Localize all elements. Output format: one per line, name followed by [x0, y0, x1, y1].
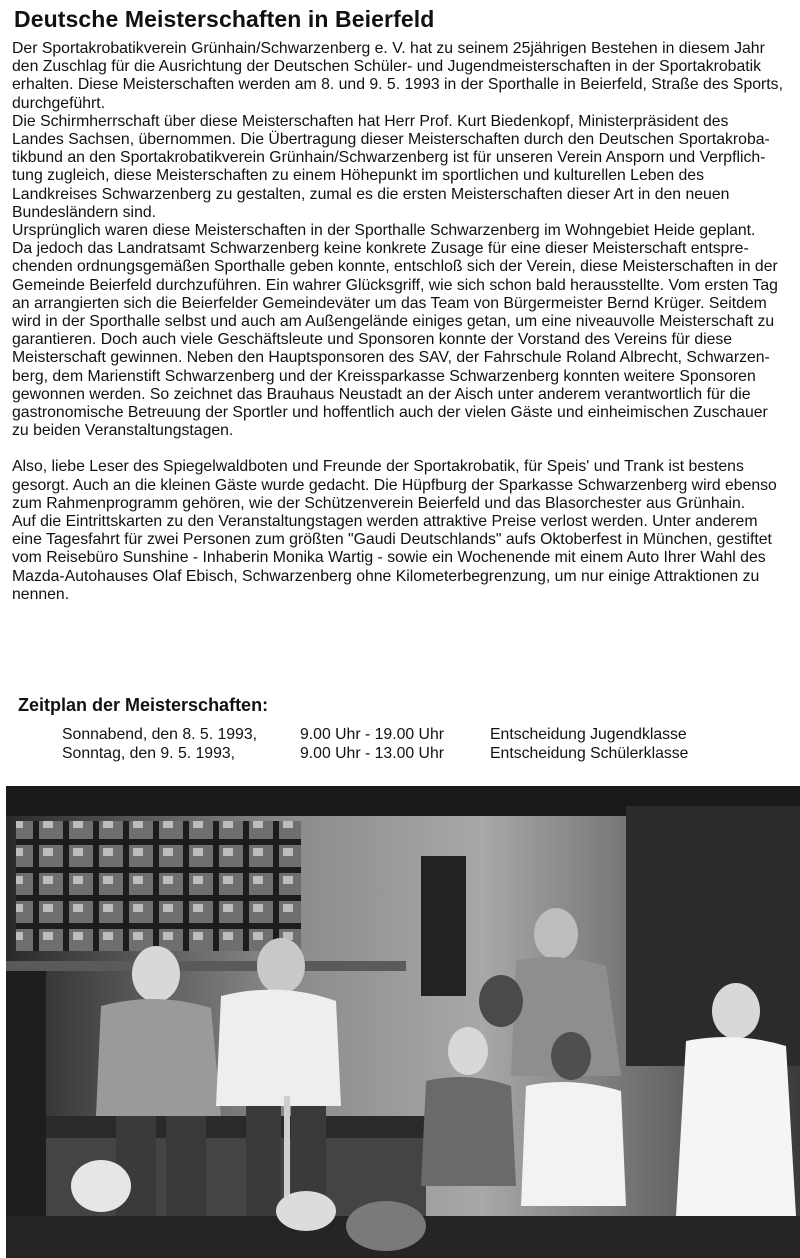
article-line: wird in der Sporthalle selbst und auch am Außengelände einiges getan, um eine niveauvolle Meisterschaft zu [12, 313, 775, 331]
article-line: Der Sportakrobatikverein Grünhain/Schwarzenberg e. V. hat zu seinem 25jährigen Bestehen in diesem Jahr [12, 40, 765, 57]
article-line: tikbund an den Sportakrobatikverein Grünhain/Schwarzenberg ist für unseren Verein Ansporn und Verpflich- [12, 149, 766, 167]
schedule-time: 9.00 Uhr - 19.00 Uhr [300, 726, 445, 743]
article-line: Auf die Eintrittskarten zu den Veranstaltungstagen werden attraktive Preise verlost werden. Unter anderem [12, 513, 758, 531]
article-line: Mazda-Autohauses Olaf Ebisch, Schwarzenberg ohne Kilometerbegrenzung, um nur einige Attraktionen zu [12, 567, 760, 585]
article-line: den Zuschlag für die Ausrichtung der Deutschen Schüler- und Jugendmeisterschaften in der Sportakrobatik [12, 58, 762, 76]
group-photo-drawing [6, 786, 800, 1258]
article-line: gewonnen werden. So zeichnet das Brauhaus Neustadt an der Aisch unter anderem verantwortlich für die [12, 385, 751, 403]
article-line: an arrangierten sich die Beierfelder Gemeindeväter um das Team von Bürgermeister Bernd Krüger. Seitdem [12, 294, 767, 312]
article-body [12, 40, 800, 604]
schedule-title: Zeitplan der Meisterschaften: [18, 695, 269, 715]
schedule-time: 9.00 Uhr - 13.00 Uhr [300, 745, 445, 762]
article-line: Gemeinde Beierfeld durchzuführen. Ein wahrer Glücksgriff, wie sich schon bald herausstellte. Vom ersten Tag [12, 276, 778, 294]
schedule-day: Sonnabend, den 8. 5. 1993, [62, 726, 258, 743]
article-line: nennen. [12, 585, 70, 603]
article-line: tung zugleich, diese Meisterschaften zu einem Höhepunkt im sportlichen und kulturellen Leben des [12, 167, 704, 185]
article-line: Landes Sachsen, übernommen. Die Übertragung dieser Meisterschaften durch den Deutschen Sportakroba- [12, 131, 770, 149]
article-line: Die Schirmherrschaft über diese Meisterschaften hat Herr Prof. Kurt Biedenkopf, Ministerpräsident des [12, 112, 729, 130]
group-photo [6, 786, 800, 1258]
article-line: Ursprünglich waren diese Meisterschaften in der Sporthalle Schwarzenberg im Wohngebiet Heide geplant. [12, 222, 756, 240]
article-line: berg, dem Marienstift Schwarzenberg und der Kreissparkasse Schwarzenberg konnten weitere Sponsoren [12, 367, 756, 385]
article-line: erhalten. Diese Meisterschaften werden am 8. und 9. 5. 1993 in der Sporthalle in Beierfeld, Straße des Sports, [12, 76, 783, 94]
article-line: Also, liebe Leser des Spiegelwaldboten und Freunde der Sportakrobatik, für Speis' und Trank ist bestens [12, 458, 744, 476]
schedule-day: Sonntag, den 9. 5. 1993, [62, 745, 236, 762]
article-line: Bundesländern sind. [12, 203, 157, 221]
article-line: Landkreises Schwarzenberg zu gestalten, zumal es die ersten Meisterschaften dieser Art in den neuen [12, 185, 730, 203]
article-line: vom Reisebüro Sunshine - Inhaberin Monika Wartig - sowie ein Wochenende mit einem Auto Ihrer Wahl des [12, 549, 766, 567]
article-line: zu beiden Veranstaltungstagen. [12, 422, 234, 440]
article-line: durchgeführt. [12, 94, 106, 112]
article-line: gesorgt. Auch an die kleinen Gäste wurde gedacht. Die Hüpfburg der Sparkasse Schwarzenberg wird ebenso [12, 476, 777, 494]
article-line: garantieren. Doch auch viele Geschäftsleute und Sponsoren konnte der Vorstand des Vereins für diese [12, 331, 733, 349]
article-line: Meisterschaft gewinnen. Neben den Hauptsponsoren des SAV, der Fahrschule Roland Albrecht, Schwarzen- [12, 349, 770, 367]
headline: Deutsche Meisterschaften in Beierfeld [14, 6, 435, 32]
article-line: eine Tagesfahrt für zwei Personen zum größten "Gaudi Deutschlands" aufs Oktoberfest in München, gestiftet [12, 531, 772, 549]
schedule-event: Entscheidung Schülerklasse [490, 745, 689, 762]
article-line: zum Rahmenprogramm gehören, wie der Schützenverein Beierfeld und das Blasorchester aus Grünhain. [12, 494, 746, 512]
paragraph-gap [12, 440, 800, 458]
article-line: Da jedoch das Landratsamt Schwarzenberg keine konkrete Zusage für eine dieser Meisterschaft entspre- [12, 240, 749, 258]
article-line: gastronomische Betreuung der Sportler und hoffentlich auch der vielen Gäste und einheimischen Zuschauer [12, 404, 768, 422]
schedule-event: Entscheidung Jugendklasse [490, 726, 687, 743]
article-line: chenden ordnungsgemäßen Sporthalle geben konnte, entschloß sich der Verein, diese Meisterschaften in der [12, 258, 778, 276]
